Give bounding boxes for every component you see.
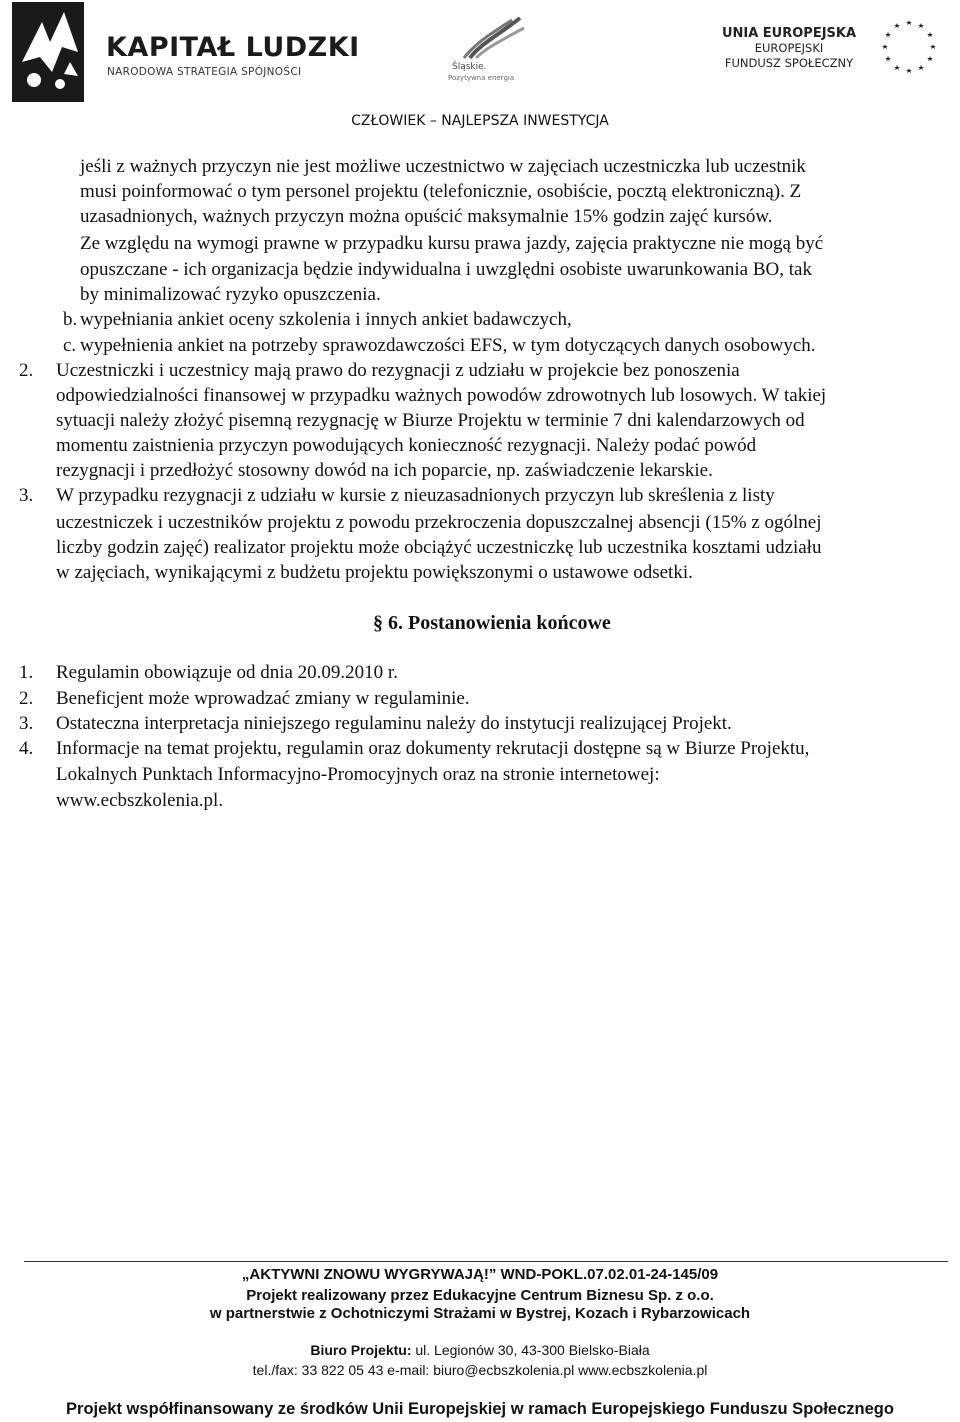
eu-line-2: EUROPEJSKI [754,41,824,55]
kapital-ludzki-title: KAPITAŁ LUDZKI [106,32,360,63]
footer-project-name: „AKTYWNI ZNOWU WYGRYWAJĄ!” WND-POKL.07.02.01-24-145/09 [241,1266,719,1283]
footer-realized-by: Projekt realizowany przez Edukacyjne Centrum Biznesu Sp. z o.o. [246,1287,714,1304]
list-marker-3: 3. [19,485,34,506]
eu-efs-logo [714,14,954,94]
list-item-c: wypełnienia ankiet na potrzeby sprawozdawczości EFS, w tym dotyczących danych osobowych. [80,335,816,356]
eu-line-3: FUNDUSZ SPOŁECZNY [724,56,854,70]
final-item-text: Regulamin obowiązuje od dnia 20.09.2010 r. [56,662,398,683]
paragraph-line: Ze względu na wymogi prawne w przypadku kursu prawa jazdy, zajęcia praktyczne nie mogą być [80,233,824,254]
final-item-number: 3. [19,713,34,734]
slaskie-tagline: Pozytywna energia [448,74,515,82]
paragraph-line: w zajęciach, wynikającymi z budżetu projektu powiększonymi o ustawowe odsetki. [56,562,693,583]
final-item-number: 4. [19,738,34,759]
paragraph-line: liczby godzin zajęć) realizator projektu może obciążyć uczestniczkę lub uczestnika kosztami udziału [56,537,822,558]
paragraph-line: opuszczane - ich organizacja będzie indywidualna i uwzględni osobiste uwarunkowania BO, tak [80,259,812,280]
kapital-ludzki-emblem-icon [12,2,92,102]
paragraph-line: uzasadnionych, ważnych przyczyn można opuścić maksymalnie 15% godzin zajęć kursów. [80,206,773,227]
paragraph-line: Uczestniczki i uczestnicy mają prawo do rezygnacji z udziału w projekcie bez ponoszenia [56,360,740,381]
footer-office-address: ul. Legionów 30, 43-300 Bielsko-Biała [415,1342,650,1358]
paragraph-line: uczestniczek i uczestników projektu z powodu przekroczenia dopuszczalnej absencji (15% z ogólnej [56,512,822,533]
paragraph-line: rezygnacji i przedłożyć stosowny dowód na ich poparcie, np. zaświadczenie lekarskie. [56,460,713,481]
final-item-text: Informacje na temat projektu, regulamin oraz dokumenty rekrutacji dostępne są w Biurze Projektu, [56,738,810,759]
page-header [0,0,960,140]
paragraph-line: by minimalizować ryzyko opuszczenia. [80,284,381,305]
final-item-number: 2. [19,688,34,709]
footer-divider [24,1261,948,1262]
footer-contact: tel./fax: 33 822 05 43 e-mail: biuro@ecbszkolenia.pl www.ecbszkolenia.pl [252,1362,708,1378]
footer-office [0,1342,960,1358]
header-tagline: CZŁOWIEK – NAJLEPSZA INWESTYCJA [351,113,609,129]
website-link[interactable]: www.ecbszkolenia.pl. [56,790,224,811]
footer-office-label: Biuro Projektu: [310,1342,412,1358]
eu-flag-icon [874,14,944,84]
paragraph-line: momentu zaistnienia przyczyn powodujących konieczność rezygnacji. Należy podać powód [56,435,757,456]
list-item-b: wypełniania ankiet oceny szkolenia i innych ankiet badawczych, [80,309,572,330]
paragraph-line: musi poinformować o tym personel projektu (telefonicznie, osobiście, pocztą elektroniczną). Z [80,181,802,202]
paragraph-line: sytuacji należy złożyć pisemną rezygnację w Biurze Projektu w terminie 7 dni kalendarzowych od [56,410,805,431]
final-item-number: 1. [19,662,34,683]
page-footer [0,1258,960,1422]
eu-line-1: UNIA EUROPEJSKA [721,26,857,41]
section-title: § 6. Postanowienia końcowe [373,612,611,634]
eu-text-block [714,26,864,71]
paragraph-line: jeśli z ważnych przyczyn nie jest możliwe uczestnictwo w zajęciach uczestniczka lub uczestnik [80,156,806,177]
final-item-text: Lokalnych Punktach Informacyjno-Promocyjnych oraz na stronie internetowej: [56,764,660,785]
kapital-ludzki-logo [12,2,360,102]
slaskie-swoosh-icon [450,14,530,62]
final-item-text: Beneficjent może wprowadzać zmiany w regulaminie. [56,688,470,709]
slaskie-name: Śląskie. [452,62,487,72]
paragraph-line: W przypadku rezygnacji z udziału w kursie z nieuzasadnionych przyczyn lub skreślenia z listy [56,485,775,506]
list-marker-b: b. [63,309,78,330]
footer-partners: w partnerstwie z Ochotniczymi Strażami w Bystrej, Kozach i Rybarzowicach [209,1305,751,1322]
slaskie-logo [444,14,534,84]
kapital-ludzki-subtitle: NARODOWA STRATEGIA SPÓJNOŚCI [107,66,302,78]
final-item-text: Ostateczna interpretacja niniejszego regulaminu należy do instytucji realizującej Projekt. [56,713,732,734]
footer-cofinanced: Projekt współfinansowany ze środków Unii Europejskiej w ramach Europejskiego Funduszu Społecznego [66,1400,894,1418]
list-marker-2: 2. [19,360,34,381]
paragraph-line: odpowiedzialności finansowej w przypadku ważnych powodów zdrowotnych lub losowych. W takiej [56,385,827,406]
list-marker-c: c. [63,335,77,356]
